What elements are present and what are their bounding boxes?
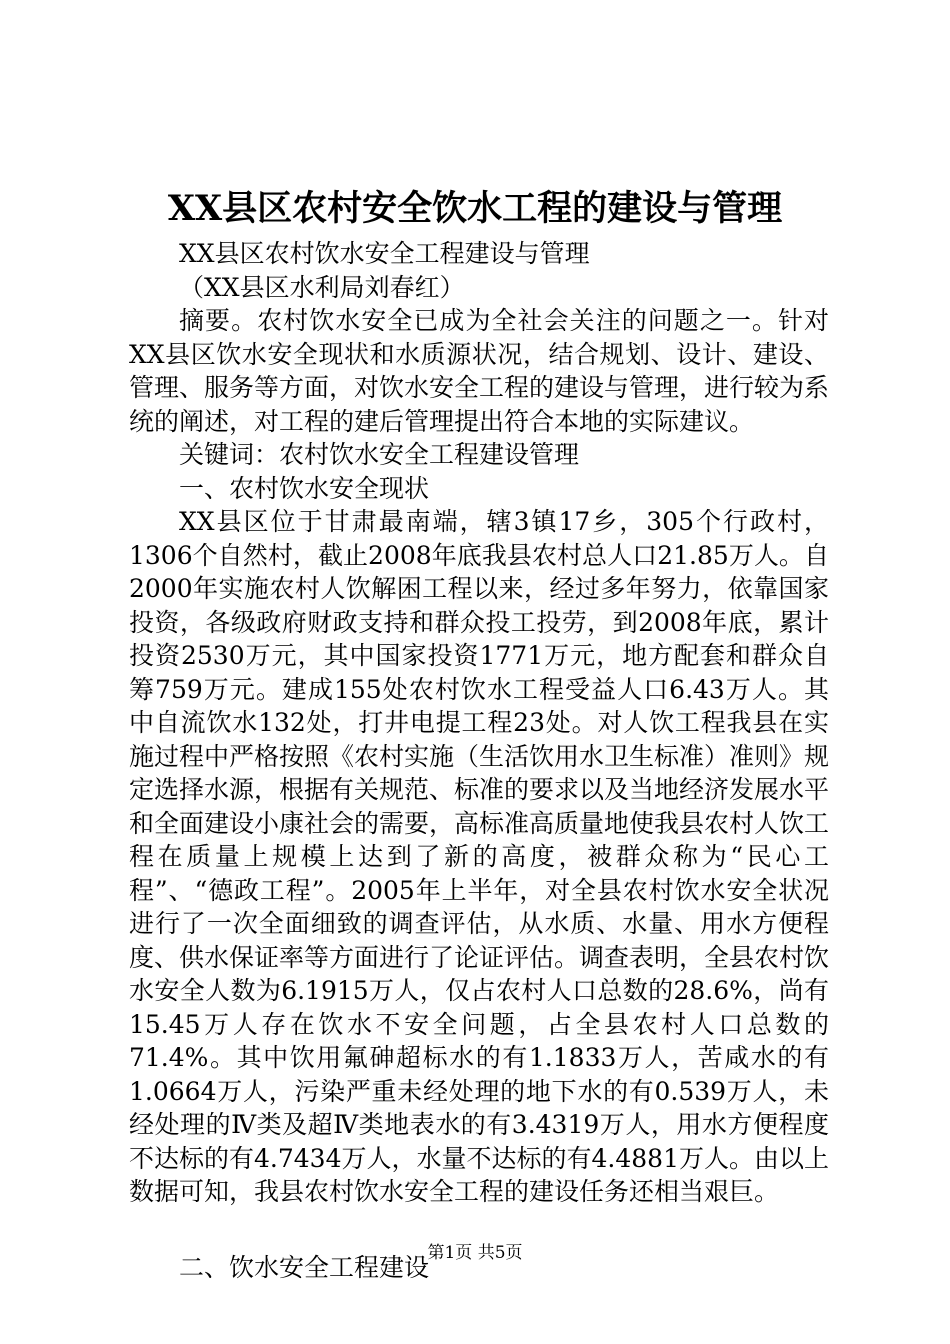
- section-1-paragraph: XX县区位于甘肃最南端，辖3镇17乡，305个行政村，1306个自然村，截止2008年底我县农村总人口21.85万人。自2000年实施农村人饮解困工程以来，经过多年努力，依靠国家投资，各级政府财政支持和群众投工投劳，到2008年底，累计投资2530万元，其中国家投资1771万元，地方配套和群众自筹759万元。建成155处农村饮水工程受益人口6.43万人。其中自流饮水132处，打井电提工程23处。对人饮工程我县在实施过程中严格按照《农村实施（生活饮用水卫生标准）准则》规定选择水源，根据有关规范、标准的要求以及当地经济发展水平和全面建设小康社会的需要，高标准高质量地使我县农村人饮工程在质量上规模上达到了新的高度，被群众称为“民心工程”、“德政工程”。2005年上半年，对全县农村饮水安全状况进行了一次全面细致的调查评估，从水质、水量、用水方便程度、供水保证率等方面进行了论证评估。调查表明，全县农村饮水安全人数为6.1915万人，仅占农村人口总数的28.6%，尚有15.45万人存在饮水不安全问题，占全县农村人口总数的71.4%。其中饮用氟砷超标水的有1.1833万人，苦咸水的有1.0664万人，污染严重未经处理的地下水的有0.539万人，未经处理的Ⅳ类及超Ⅳ类地表水的有3.4319万人，用水方便程度不达标的有4.7434万人，水量不达标的有4.4881万人。由以上数据可知，我县农村饮水安全工程的建设任务还相当艰巨。: [129, 507, 830, 1206]
- section-1-heading: 一、农村饮水安全现状: [179, 473, 430, 503]
- author-line: （XX县区水利局刘春红）: [179, 272, 465, 302]
- subtitle: XX县区农村饮水安全工程建设与管理: [179, 239, 590, 268]
- keywords-line: 关键词：农村饮水安全工程建设管理: [179, 440, 580, 469]
- document-title: XX县区农村安全饮水工程的建设与管理: [167, 188, 783, 229]
- page-footer: 第1页 共5页: [427, 1243, 523, 1263]
- section-2-heading: 二、饮水安全工程建设: [179, 1252, 430, 1282]
- abstract-paragraph: 摘要。农村饮水安全已成为全社会关注的问题之一。针对XX县区饮水安全现状和水质源状况，结合规划、设计、建设、管理、服务等方面，对饮水安全工程的建设与管理，进行较为系统的阐述，对工程的建后管理提出符合本地的实际建议。: [129, 306, 830, 436]
- document-body: [129, 237, 829, 1284]
